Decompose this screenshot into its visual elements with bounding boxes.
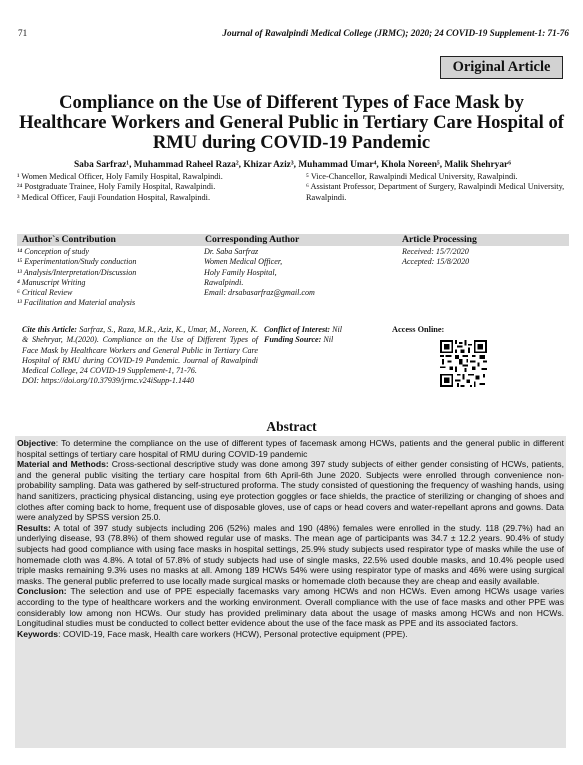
abstract-results <box>17 523 564 587</box>
abstract-conclusion <box>17 586 564 628</box>
cite-text: Sarfraz, S., Raza, M.R., Aziz, K., Umar, M., Noreen, K. & Shehryar, M.(2020). Compliance on the Use of Different Types of Face Mask by Healthcare Workers and General Public in Tertiary Care Hospital of RMU during COVID-19 Pandemic. Journal of Rawalpindi Medical College, 24 COVID-19 Supplement-1, 71-76. <box>22 325 258 376</box>
journal-citation: Journal of Rawalpindi Medical College (JRMC); 2020; 24 COVID-19 Supplement-1: 71-76 <box>222 28 569 38</box>
contribution-item: ¹⁴ Conception of study <box>17 247 90 256</box>
doi[interactable]: DOI: https://doi.org/10.37939/jrmc.v24iSupp-1.1440 <box>22 376 195 386</box>
objective-label: Objective <box>17 438 56 448</box>
declarations <box>264 325 389 346</box>
funding-label: Funding Source: <box>264 335 322 345</box>
affiliations-left <box>17 172 302 203</box>
corr-email: Email: drsabasarfraz@gmail.com <box>204 288 315 298</box>
processing-heading: Article Processing <box>402 234 477 245</box>
keywords-label: Keywords <box>17 628 59 639</box>
affiliations-right <box>306 172 576 203</box>
qr-code-icon[interactable] <box>440 340 487 387</box>
contribution-item: ⁶ Critical Review <box>17 288 73 298</box>
running-header <box>18 28 569 42</box>
affiliation: ⁵ Vice-Chancellor, Rawalpindi Medical University, Rawalpindi. <box>306 172 518 181</box>
results-label: Results: <box>17 522 51 533</box>
affiliation: ¹ Women Medical Officer, Holy Family Hospital, Rawalpindi. <box>17 172 223 181</box>
article-processing <box>402 247 570 268</box>
coi-label: Conflict of Interest: <box>264 325 331 334</box>
affiliation: ⁶ Assistant Professor, Department of Surgery, Rawalpindi Medical University, Rawalpindi. <box>306 182 565 202</box>
methods-text: Cross-sectional descriptive study was done among 397 study subjects of either gender consisting of HCWs, patients, and the general public visiting the tertiary care hospital from 6th April-6th June 2020. Subjects were enrolled through convenience non-probability sampling. Data was gathered by self-structured proforma. The study consisted of questioning the frequency of washing hands, using hand sanitizers, practicing physical distancing, using eye protection goggles or face shields, the practice of sterilizing or changing of shoes and clothes after coming back to home, frequent use of disposable gloves, use of caps or head covers and water-repellant aprons and gowns. Data were analyzed by SPSS version 25.0. <box>17 459 564 523</box>
corr-line: Dr. Saba Sarfraz <box>204 247 259 256</box>
abstract-heading: Abstract <box>266 419 317 434</box>
keywords-text: : COVID-19, Face mask, Health care workers (HCW), Personal protective equipment (PPE). <box>58 628 408 639</box>
methods-label: Material and Methods: <box>17 459 109 470</box>
funding-value: Nil <box>323 335 334 345</box>
affiliation: ³ Medical Officer, Fauji Foundation Hospital, Rawalpindi. <box>17 192 211 202</box>
article-type-badge: Original Article <box>440 56 563 79</box>
abstract-methods <box>17 459 564 523</box>
contribution-heading: Author`s Contribution <box>22 234 116 245</box>
received-date: Received: 15/7/2020 <box>402 247 469 256</box>
accepted-date: Accepted: 15/8/2020 <box>402 257 470 267</box>
author-list: Saba Sarfraz¹, Muhammad Raheel Raza², Khizar Aziz³, Muhammad Umar⁴, Khola Noreen⁵, Malik Shehryar⁶ <box>73 160 512 170</box>
contribution-item: ⁴ Manuscript Writing <box>17 277 86 287</box>
corr-line: Women Medical Officer, <box>204 257 283 267</box>
conclusion-label: Conclusion: <box>17 586 67 597</box>
abstract-body <box>15 436 566 748</box>
coi-value: Nil <box>332 325 343 334</box>
conclusion-text: The selection and use of PPE especially facemasks vary among HCWs and non HCWs. Even among HCWs usage varies according to the type of healthcare workers and the working environment. Overall compliance with the use of face masks and other PPE was considerably low among non HCWs. Our study has provided preliminary data about the usage of masks among HCWs and non HCWs. Longitudinal studies must be conducted to collect better evidence about the use of the face mask as PPE and its associated factors. <box>17 586 564 629</box>
results-text: A total of 397 study subjects including 206 (52%) males and 190 (48%) females were enrolled in the study. 118 (29.7%) had an underlying disease, 93 (78.8%) of them showed regular use of masks. The mean age of participants was 34.7 ± 12.2 years. 90.4% of study subjects had good compliance with using face masks in hospital settings, 25.9% study subjects used respirator type of masks while the use of homemade cloth was 4.8%. A total of 57.8% of study subjects had use of single masks, 22.5% used double masks, and 10.4% people used triple masks remaining 9.3% uses no masks at all. Among 189 HCWs 54% were using respirator type of masks and 46% were using surgical masks. The general public preferred to use locally made surgical masks or homemade cloth because they are cheap and easily available. <box>17 522 564 586</box>
contribution-item: ¹⁵ Experimentation/Study conduction <box>17 257 137 267</box>
abstract-objective <box>17 438 564 459</box>
page-number: 71 <box>18 28 28 38</box>
corr-line: Holy Family Hospital, <box>204 267 277 277</box>
corr-line: Rawalpindi. <box>204 277 244 287</box>
article-title: Compliance on the Use of Different Types of Face Mask by Healthcare Workers and General Public in Tertiary Care Hospital of RMU during COVID-19 Pandemic <box>19 92 564 153</box>
objective-text: : To determine the compliance on the use of different types of facemask among HCWs, patients and the general public in different hospital settings of tertiary care hospital of RMU during COVID-19 pandemic <box>17 438 564 459</box>
contribution-item: ¹³ Analysis/Interpretation/Discussion <box>17 267 137 277</box>
citation-block <box>22 325 258 387</box>
corresponding-author <box>204 247 394 298</box>
affiliation: ²⁴ Postgraduate Trainee, Holy Family Hospital, Rawalpindi. <box>17 182 216 192</box>
abstract-keywords <box>17 629 564 640</box>
contribution-item: ¹³ Facilitation and Material analysis <box>17 298 136 308</box>
contribution-list <box>17 247 202 309</box>
access-online-label: Access Online: <box>392 325 445 334</box>
corresponding-heading: Corresponding Author <box>205 234 300 245</box>
cite-label: Cite this Article: <box>22 325 78 334</box>
